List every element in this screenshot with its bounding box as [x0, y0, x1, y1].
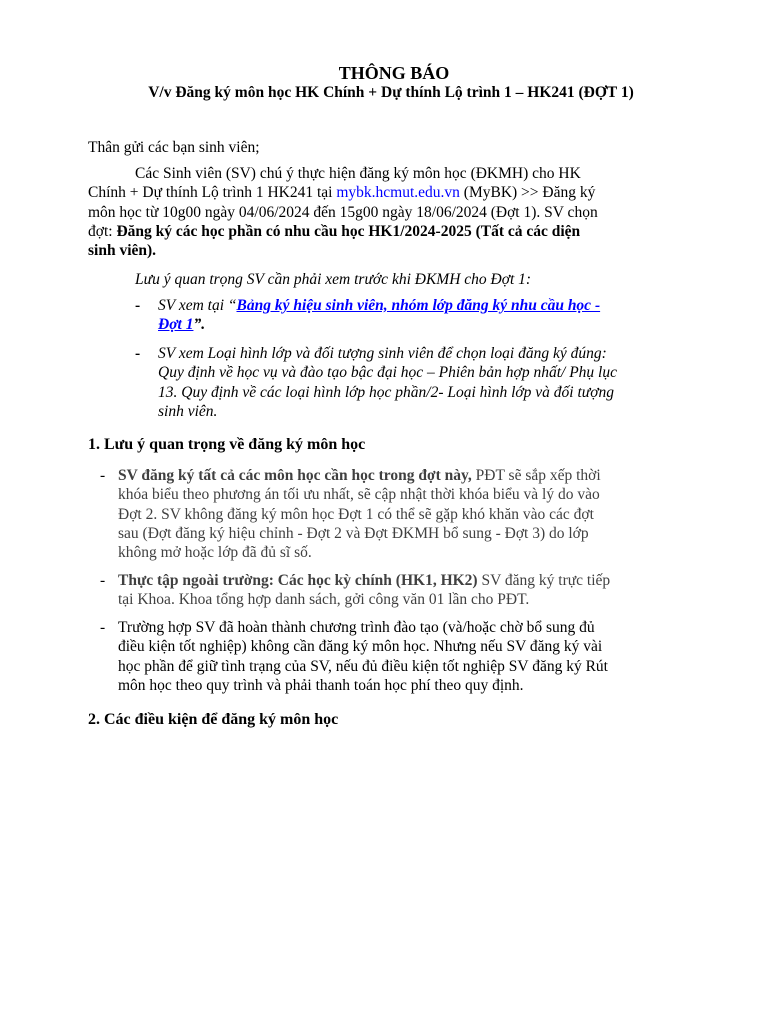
item-bold: Thực tập ngoài trường: Các học kỳ chính (HK1, HK2) [118, 572, 478, 589]
bullet-dash: - [100, 572, 106, 589]
note-text: SV xem tại “ [158, 297, 237, 314]
document-subtitle: V/v Đăng ký môn học HK Chính + Dự thính Lộ trình 1 – HK241 (ĐỢT 1) [148, 84, 634, 101]
intro-text: đợt: [88, 222, 117, 240]
item-line: điều kiện tốt nghiệp) không cần đăng ký môn học. Nhưng nếu SV đăng ký vài [118, 638, 603, 656]
note-bullet-text [158, 296, 695, 335]
item-line: sau (Đợt đăng ký hiệu chỉnh - Đợt 2 và Đợt ĐKMH bổ sung - Đợt 3) do lớp [118, 524, 589, 542]
item-line: không mở hoặc lớp đã đủ sĩ số. [118, 544, 312, 562]
quote-close: ”. [193, 316, 206, 334]
intro-line: môn học từ 10g00 ngày 04/06/2024 đến 15g00 ngày 18/06/2024 (Đợt 1). SV chọn [88, 203, 598, 221]
registration-scope: Đăng ký các học phần có nhu cầu học HK1/2024-2025 (Tất cả các diện [116, 222, 581, 240]
bullet-dash: - [100, 467, 106, 484]
intro-paragraph [88, 164, 688, 260]
note-line: Quy định về học vụ và đào tạo bậc đại học – Phiên bản hợp nhất/ Phụ lục [158, 364, 617, 382]
list-item [100, 618, 700, 695]
section-heading: 1. Lưu ý quan trọng về đăng ký môn học [88, 436, 366, 453]
bullet-dash: - [135, 345, 141, 362]
intro-line [88, 241, 688, 260]
document-title: THÔNG BÁO [338, 63, 450, 83]
note-bullet [135, 296, 695, 335]
note-line: SV xem Loại hình lớp và đối tượng sinh viên để chọn loại đăng ký đúng: [158, 345, 607, 362]
note-bullet-text [158, 344, 695, 421]
item-line: khóa biểu theo phương án tối ưu nhất, sẽ cập nhật thời khóa biểu và lý do vào [118, 486, 600, 504]
list-item [100, 571, 700, 610]
intro-text: Chính + Dự thính Lộ trình 1 HK241 tại [88, 184, 337, 202]
note-line: 13. Quy định về các loại hình lớp học phần/2- Loại hình lớp và đối tượng [158, 383, 615, 401]
registration-scope-end: sinh viên). [88, 242, 157, 260]
note-line: sinh viên. [158, 402, 218, 420]
symbol-table-link-cont[interactable]: Đợt 1 [158, 316, 194, 334]
item-line: Đợt 2. SV không đăng ký môn học Đợt 1 có thể sẽ gặp khó khăn vào các đợt [118, 505, 594, 523]
intro-line [88, 183, 688, 202]
symbol-table-link[interactable]: Bảng ký hiệu sinh viên, nhóm lớp đăng ký nhu cầu học - [236, 297, 601, 314]
intro-line [88, 222, 688, 241]
note-bullet [135, 344, 695, 421]
item-line: Trường hợp SV đã hoàn thành chương trình đào tạo (và/hoặc chờ bổ sung đủ [118, 619, 595, 636]
list-item [100, 466, 700, 562]
intro-text: (MyBK) >> Đăng ký [459, 184, 596, 202]
item-line: tại Khoa. Khoa tổng hợp danh sách, gởi công văn 01 lần cho PĐT. [118, 591, 530, 609]
bullet-dash: - [135, 297, 141, 314]
item-line: môn học theo quy trình và phải thanh toán học phí theo quy định. [118, 676, 524, 694]
item-line: học phần để giữ tình trạng của SV, nếu đủ điều kiện tốt nghiệp SV đăng ký Rút [118, 657, 608, 675]
item-text: PĐT sẽ sắp xếp thời [471, 467, 601, 484]
bullet-dash: - [100, 619, 106, 636]
section-heading: 2. Các điều kiện để đăng ký môn học [88, 711, 339, 728]
greeting-text: Thân gửi các bạn sinh viên; [88, 139, 260, 156]
mybk-link[interactable]: mybk.hcmut.edu.vn [336, 184, 460, 202]
intro-line: Các Sinh viên (SV) chú ý thực hiện đăng ký môn học (ĐKMH) cho HK [135, 165, 581, 182]
item-text: SV đăng ký trực tiếp [477, 572, 611, 589]
item-bold: SV đăng ký tất cả các môn học cần học trong đợt này, [118, 467, 472, 484]
note-lead: Lưu ý quan trọng SV cần phải xem trước khi ĐKMH cho Đợt 1: [135, 271, 532, 288]
